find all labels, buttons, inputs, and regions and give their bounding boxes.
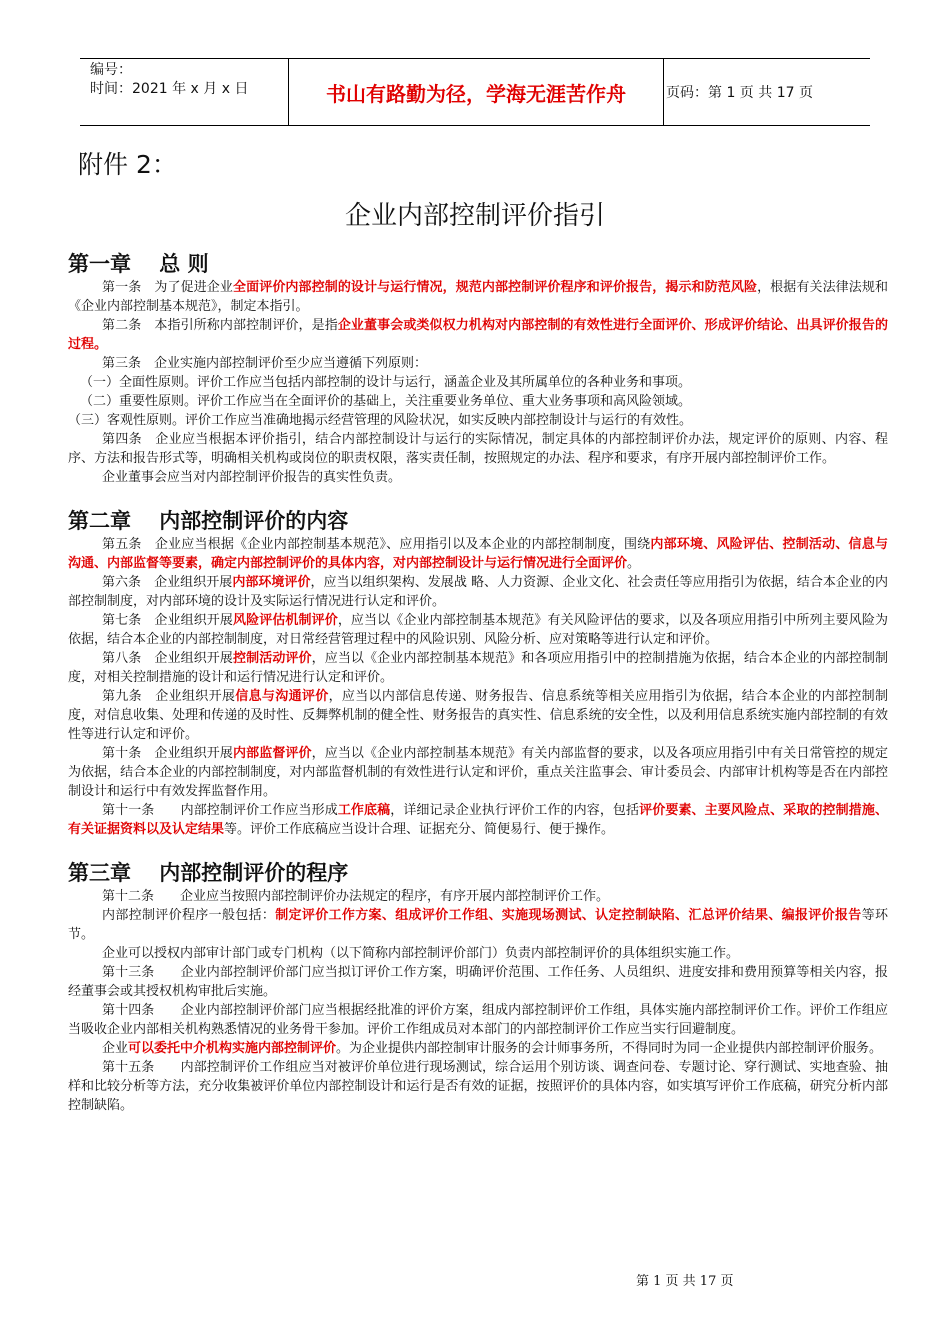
article-13: 第十三条 企业内部控制评价部门应当拟订评价工作方案，明确评价范围、工作任务、人员组织、进度安排和费用预算等相关内容，报经董事会或其授权机构审批后实施。 [68, 965, 888, 999]
article-4-paragraph-2: 企业董事会应当对内部控制评价报告的真实性负责。 [102, 470, 402, 485]
document-body [68, 250, 888, 1115]
page-footer: 第 1 页 共 17 页 [636, 1274, 734, 1289]
article-7: 第七条 企业组织开展风险评估机制评价，应当以《企业内部控制基本规范》有关风险评估的要求，以及各项应用指引中所列主要风险为依据，结合本企业的内部控制制度，对日常经营管理过程中的风险识别、风险分析、应对策略等进行认定和评价。 [68, 613, 888, 647]
principle-2: （二）重要性原则。评价工作应当在全面评价的基础上，关注重要业务单位、重大业务事项和高风险领域。 [80, 394, 692, 409]
article-3: 第三条 企业实施内部控制评价至少应当遵循下列原则： [102, 356, 428, 371]
article-14: 第十四条 企业内部控制评价部门应当根据经批准的评价方案，组成内部控制评价工作组，具体实施内部控制评价工作。评价工作组应当吸收企业内部相关机构熟悉情况的业务骨干参加。评价工作组成员对本部门的内部控制评价工作应当实行回避制度。 [68, 1003, 888, 1037]
article-6: 第六条 企业组织开展内部环境评价，应当以组织架构、发展战 略、人力资源、企业文化、社会责任等应用指引为依据，结合本企业的内部控制制度，对内部环境的设计及实际运行情况进行认定和评价。 [68, 575, 888, 609]
article-8: 第八条 企业组织开展控制活动评价，应当以《企业内部控制基本规范》和各项应用指引中的控制措施为依据，结合本企业的内部控制制度，对相关控制措施的设计和运行情况进行认定和评价。 [68, 651, 888, 685]
chapter-2-heading: 第二章 内部控制评价的内容 [68, 509, 349, 533]
article-14-paragraph-2: 企业可以委托中介机构实施内部控制评价。为企业提供内部控制审计服务的会计师事务所，不得同时为同一企业提供内部控制评价服务。 [102, 1041, 883, 1056]
article-2: 第二条 本指引所称内部控制评价，是指企业董事会或类似权力机构对内部控制的有效性进行全面评价、形成评价结论、出具评价报告的过程。 [68, 318, 888, 352]
document-number-label: 编号： [90, 62, 132, 78]
article-9: 第九条 企业组织开展信息与沟通评价，应当以内部信息传递、财务报告、信息系统等相关应用指引为依据，结合本企业的内部控制制度，对信息收集、处理和传递的及时性、反舞弊机制的健全性、财务报告的真实性、信息系统的安全性，以及利用信息系统实施内部控制的有效性等进行认定和评价。 [68, 689, 888, 742]
article-4: 第四条 企业应当根据本评价指引，结合内部控制设计与运行的实际情况，制定具体的内部控制评价办法，规定评价的原则、内容、程序、方法和报告形式等，明确相关机构或岗位的职责权限，落实责任制，按照规定的办法、程序和要求，有序开展内部控制评价工作。 [68, 432, 888, 466]
article-15: 第十五条 内部控制评价工作组应当对被评价单位进行现场测试，综合运用个别访谈、调查问卷、专题讨论、穿行测试、实地查验、抽样和比较分析等方法，充分收集被评价单位内部控制设计和运行是否有效的证据，按照评价的具体内容，如实填写评价工作底稿，研究分析内部控制缺陷。 [68, 1060, 888, 1113]
chapter-3-heading: 第三章 内部控制评价的程序 [68, 861, 349, 885]
article-5: 第五条 企业应当根据《企业内部控制基本规范》、应用指引以及本企业的内部控制制度，围绕内部环境、风险评估、控制活动、信息与沟通、内部监督等要素，确定内部控制评价的具体内容，对内部控制设计与运行情况进行全面评价。 [68, 537, 888, 571]
article-1: 第一条 为了促进企业全面评价内部控制的设计与运行情况，规范内部控制评价程序和评价报告，揭示和防范风险，根据有关法律法规和《企业内部控制基本规范》，制定本指引。 [68, 280, 888, 314]
article-11: 第十一条 内部控制评价工作应当形成工作底稿，详细记录企业执行评价工作的内容，包括评价要素、主要风险点、采取的控制措施、有关证据资料以及认定结果等。评价工作底稿应当设计合理、证据充分、简便易行、便于操作。 [68, 803, 888, 837]
page-header [80, 58, 870, 126]
article-12: 第十二条 企业应当按照内部控制评价办法规定的程序，有序开展内部控制评价工作。 [102, 889, 610, 904]
chapter-1-heading: 第一章 总 则 [68, 252, 209, 276]
article-10: 第十条 企业组织开展内部监督评价，应当以《企业内部控制基本规范》有关内部监督的要求，以及各项应用指引中有关日常管控的规定为依据，结合本企业的内部控制制度，对内部监督机制的有效性进行认定和评价，重点关注监事会、审计委员会、内部审计机构等是否在内部控制设计和运行中有效发挥监督作用。 [68, 746, 888, 799]
principle-1: （一）全面性原则。评价工作应当包括内部控制的设计与运行，涵盖企业及其所属单位的各种业务和事项。 [80, 375, 692, 390]
header-motto: 书山有路勤为径，学海无涯苦作舟 [288, 59, 664, 125]
article-12-paragraph-3: 企业可以授权内部审计部门或专门机构（以下简称内部控制评价部门）负责内部控制评价的具体组织实施工作。 [102, 946, 740, 961]
header-page-info: 页码：第 1 页 共 17 页 [666, 85, 813, 101]
article-12-paragraph-2: 内部控制评价程序一般包括：制定评价工作方案、组成评价工作组、实施现场测试、认定控制缺陷、汇总评价结果、编报评价报告等环节。 [68, 908, 888, 942]
document-title: 企业内部控制评价指引 [344, 201, 605, 231]
annex-label: 附件 2： [78, 150, 177, 179]
document-time-label: 时间：2021 年 x 月 x 日 [90, 81, 249, 97]
principle-3: （三）客观性原则。评价工作应当准确地揭示经营管理的风险状况，如实反映内部控制设计与运行的有效性。 [68, 413, 693, 428]
header-meta [90, 61, 248, 99]
